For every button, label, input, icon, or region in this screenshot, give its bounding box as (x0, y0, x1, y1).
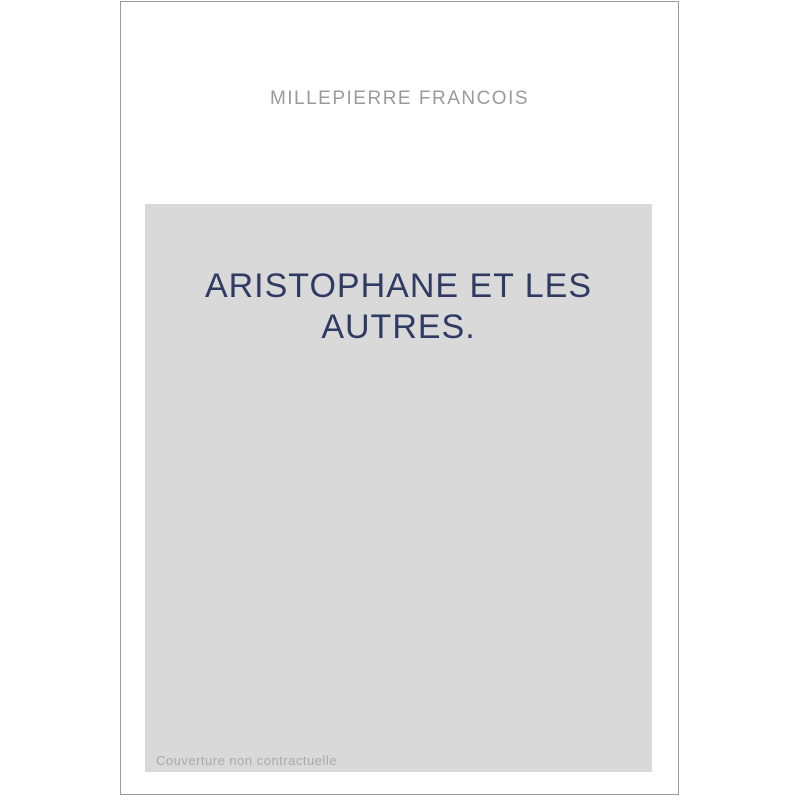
cover-disclaimer-note: Couverture non contractuelle (156, 753, 337, 768)
book-cover-page (120, 1, 679, 795)
book-title: ARISTOPHANE ET LES AUTRES. (204, 267, 593, 346)
cover-placeholder-block (145, 204, 652, 772)
author-name: MILLEPIERRE FRANCOIS (269, 88, 530, 109)
